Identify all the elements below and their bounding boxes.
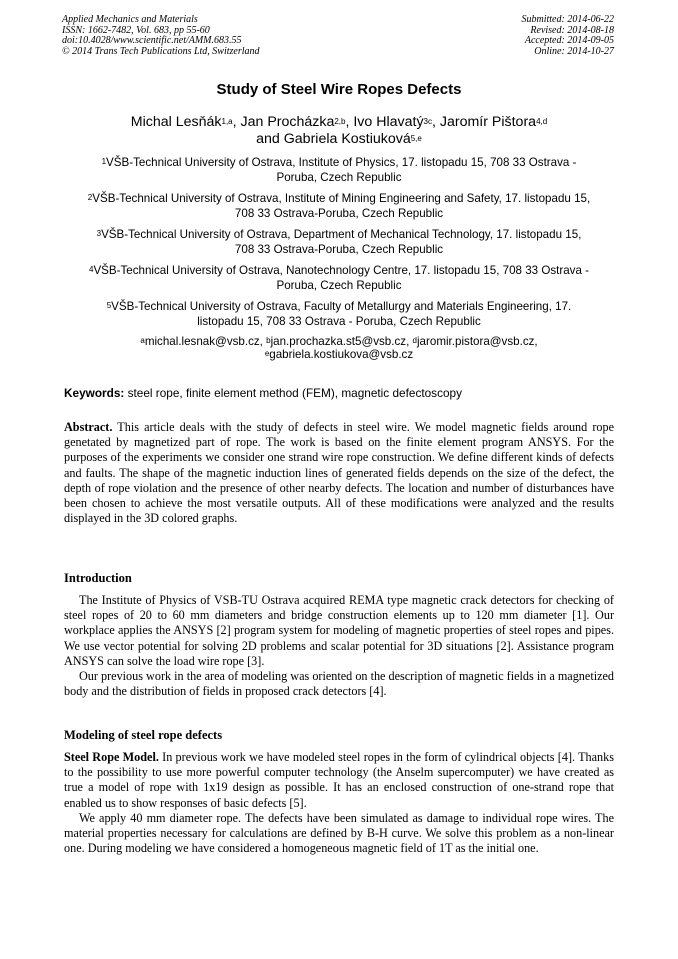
affiliation [64,299,614,329]
affiliation [64,155,614,185]
affiliation-text: VŠB-Technical University of Ostrava, Institute of Mining Engineering and Safety, 17. listopadu 15, [92,192,591,205]
date-revised: Revised: 2014-08-18 [530,24,614,36]
abstract-label: Abstract. [64,420,113,434]
section-heading-introduction: Introduction [64,571,132,585]
author-affil-mark: 1,a [221,117,233,126]
keywords-text: steel rope, finite element method (FEM), magnetic defectoscopy [124,386,462,400]
affiliation-text: Poruba, Czech Republic [276,171,402,184]
author-name: , Jaromír Pištora [432,114,537,130]
affiliation-text: VŠB-Technical University of Ostrava, Department of Mechanical Technology, 17. listopadu 15, [101,228,582,241]
author-affil-mark: 2,b [334,117,346,126]
affiliation-number: 2 [87,193,93,202]
author-affil-mark: 4,d [536,117,548,126]
affiliation-text: VŠB-Technical University of Ostrava, Institute of Physics, 17. listopadu 15, 708 33 Ostrava - [106,156,577,169]
paragraph: We apply 40 mm diameter rope. The defects have been simulated as damage to individual rope wires. The material properties necessary for calculations are defined by B-H curve. We solve this problem as a non-linear one. During modeling we have considered a homogeneous magnetic field of 1T as the initial one. [64,810,614,856]
affiliation-number: 4 [88,265,94,274]
affiliation-text: 708 33 Ostrava-Poruba, Czech Republic [234,207,444,220]
paper-title: Study of Steel Wire Ropes Defects [216,81,462,98]
paragraph: Our previous work in the area of modeling was oriented on the description of magnetic fields in a magnetized body and the distribution of fields in proposed crack detectors [4]. [64,669,614,699]
affiliation-number: 5 [106,301,112,310]
author-name: and Gabriela Kostiuková [256,131,411,147]
author-emails [64,335,614,361]
date-submitted: Submitted: 2014-06-22 [521,14,614,25]
email-address: michal.lesnak@vsb.cz, [144,335,267,348]
email-address: jan.prochazka.st5@vsb.cz, [270,335,413,348]
date-accepted: Accepted: 2014-09-05 [524,35,614,46]
date-online: Online: 2014-10-27 [534,45,614,57]
email-mark: d [412,336,417,345]
journal-issn: ISSN: 1662-7482, Vol. 683, pp 55-60 [62,24,210,36]
affiliation-text: Poruba, Czech Republic [276,279,402,292]
section-heading-modeling: Modeling of steel rope defects [64,728,223,742]
affiliation-text: 708 33 Ostrava-Poruba, Czech Republic [234,243,444,256]
keywords-label: Keywords: [64,386,125,400]
journal-copyright: © 2014 Trans Tech Publications Ltd, Switzerland [62,45,260,57]
subsection-label: Steel Rope Model. [64,750,159,764]
affiliation [64,227,614,257]
affiliation [64,263,614,293]
affiliation-text: VŠB-Technical University of Ostrava, Nanotechnology Centre, 17. listopadu 15, 708 33 Ostrava - [93,264,590,277]
journal-doi: doi:10.4028/www.scientific.net/AMM.683.55 [62,35,242,46]
email-mark: e [264,349,270,358]
affiliation-text: VŠB-Technical University of Ostrava, Faculty of Metallurgy and Materials Engineering, 17. [111,300,572,313]
author-name: , Jan Procházka [232,114,335,130]
paragraph: In previous work we have modeled steel ropes in the form of cylindrical objects [4]. Thanks to the possibility to use more powerful computer technology (the Anselm supercomputer) we have created as true a model of rope with 1x19 design as possible. It has an enclosed construction of one-strand rope that enabled us to show responses of basic defects [5]. [64,750,614,810]
submission-dates [522,15,615,57]
affiliation-number: 1 [101,157,107,166]
introduction-body [64,593,614,699]
abstract-text: This article deals with the study of defects in steel wire. We model magnetic fields around rope genetated by magnetized part of rope. The work is based on the finite element program ANSYS. For the purposes of the experiments we consider one strand wire rope construction. We define different kinds of defects and faults. The shape of the magnetic induction lines of generated fields depends on the size of the defect, the depth of rope violation and the presence of other nearby defects. The location and number of disturbances have been chosen to achieve the most versatile outputs. All of these modifications were analyzed and the results displayed in the 3D colored graphs. [64,420,614,526]
paragraph: The Institute of Physics of VSB-TU Ostrava acquired REMA type magnetic crack detectors for checking of steel ropes of 20 to 60 mm diameters and bridge construction elements up to 120 mm diameter [1]. Our workplace applies the ANSYS [2] program system for modeling of magnetic properties of steel ropes and pipes. We use vector potential for solving 2D problems and scalar potential for 3D situations [2]. Assistance program ANSYS can solve the load wire rope [3]. [64,593,614,668]
modeling-body [64,750,614,856]
author-list [64,114,614,148]
keywords [64,386,614,400]
journal-info [62,15,260,57]
journal-name: Applied Mechanics and Materials [62,14,198,25]
affiliation-text: listopadu 15, 708 33 Ostrava - Poruba, Czech Republic [197,315,481,328]
author-affil-mark: 5,e [410,134,422,143]
affiliation [64,191,614,221]
affiliation-number: 3 [96,229,102,238]
abstract [64,420,614,526]
author-affil-mark: 3c [423,117,432,126]
author-name: Michal Lesňák [130,114,222,130]
email-mark: a [140,336,145,345]
email-address: jaromir.pistora@vsb.cz, [416,335,538,348]
email-address: gabriela.kostiukova@vsb.cz [269,348,414,361]
email-mark: b [266,336,271,345]
author-name: , Ivo Hlavatý [345,114,424,130]
